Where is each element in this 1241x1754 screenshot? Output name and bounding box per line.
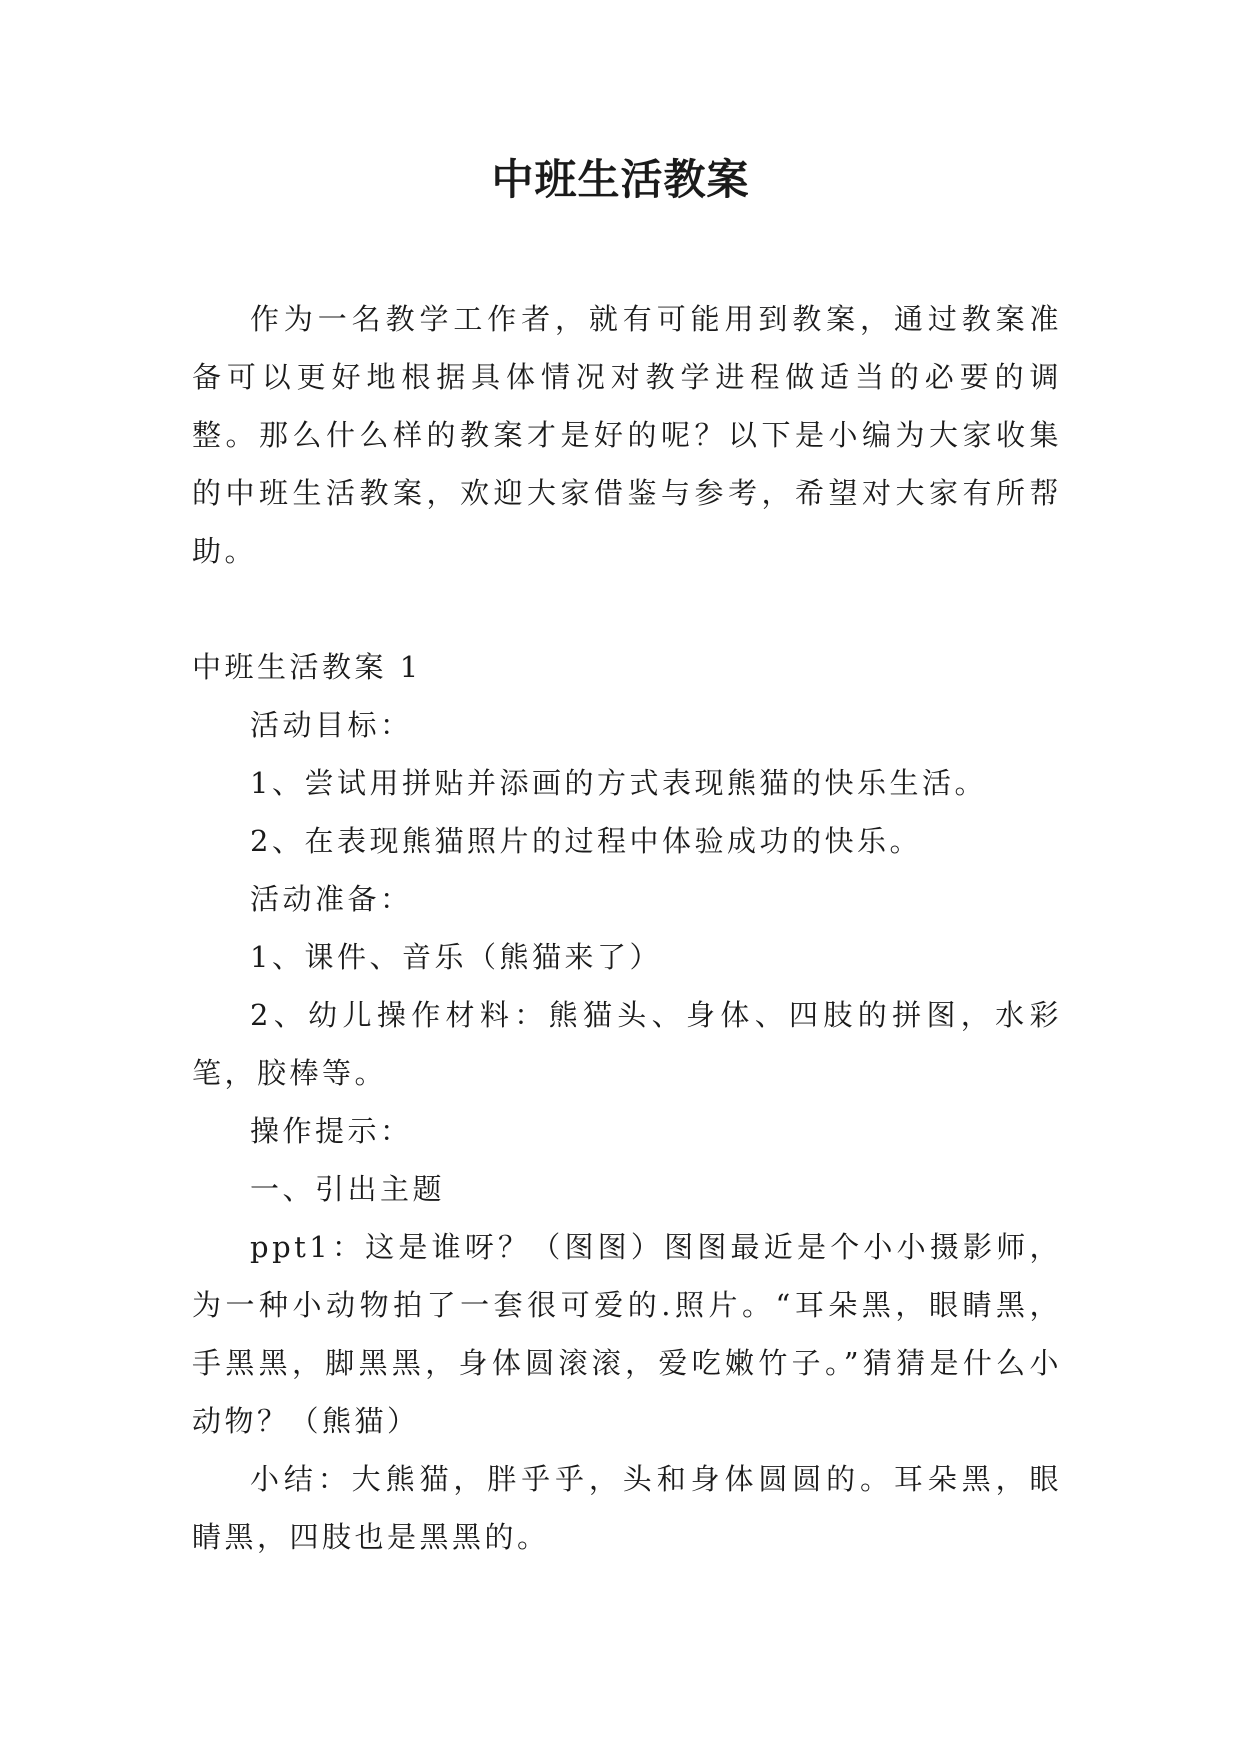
prep-item-1: 1、课件、音乐（熊猫来了）: [250, 940, 662, 974]
prep-heading: 活动准备：: [250, 882, 413, 916]
prep-item-2: 2、幼儿操作材料：熊猫头、身体、四肢的拼图，水彩笔，胶棒等。: [192, 998, 1062, 1090]
goal-item-1: 1、尝试用拼贴并添画的方式表现熊猫的快乐生活。: [250, 766, 987, 800]
ppt1-paragraph: ppt1：这是谁呀？（图图）图图最近是个小小摄影师，为一种小动物拍了一套很可爱的.照片。“耳朵黑，眼睛黑，手黑黑，脚黑黑，身体圆滚滚，爱吃嫩竹子。”猜猜是什么小动物？（熊猫）: [192, 1230, 1062, 1438]
document-title: 中班生活教案: [491, 155, 750, 204]
step-1-heading: 一、引出主题: [250, 1172, 446, 1206]
goals-heading: 活动目标：: [250, 708, 413, 742]
intro-paragraph: 作为一名教学工作者，就有可能用到教案，通过教案准备可以更好地根据具体情况对教学进程做适当的必要的调整。那么什么样的教案才是好的呢？以下是小编为大家收集的中班生活教案，欢迎大家借鉴与参考，希望对大家有所帮助。: [192, 302, 1062, 568]
spacer: [192, 580, 1062, 638]
tips-heading: 操作提示：: [250, 1114, 413, 1148]
document-body: [192, 290, 1062, 1566]
goal-item-2: 2、在表现熊猫照片的过程中体验成功的快乐。: [250, 824, 922, 858]
summary-paragraph: 小结：大熊猫，胖乎乎，头和身体圆圆的。耳朵黑，眼睛黑，四肢也是黑黑的。: [192, 1462, 1062, 1554]
section-heading: 中班生活教案 1: [192, 650, 422, 684]
